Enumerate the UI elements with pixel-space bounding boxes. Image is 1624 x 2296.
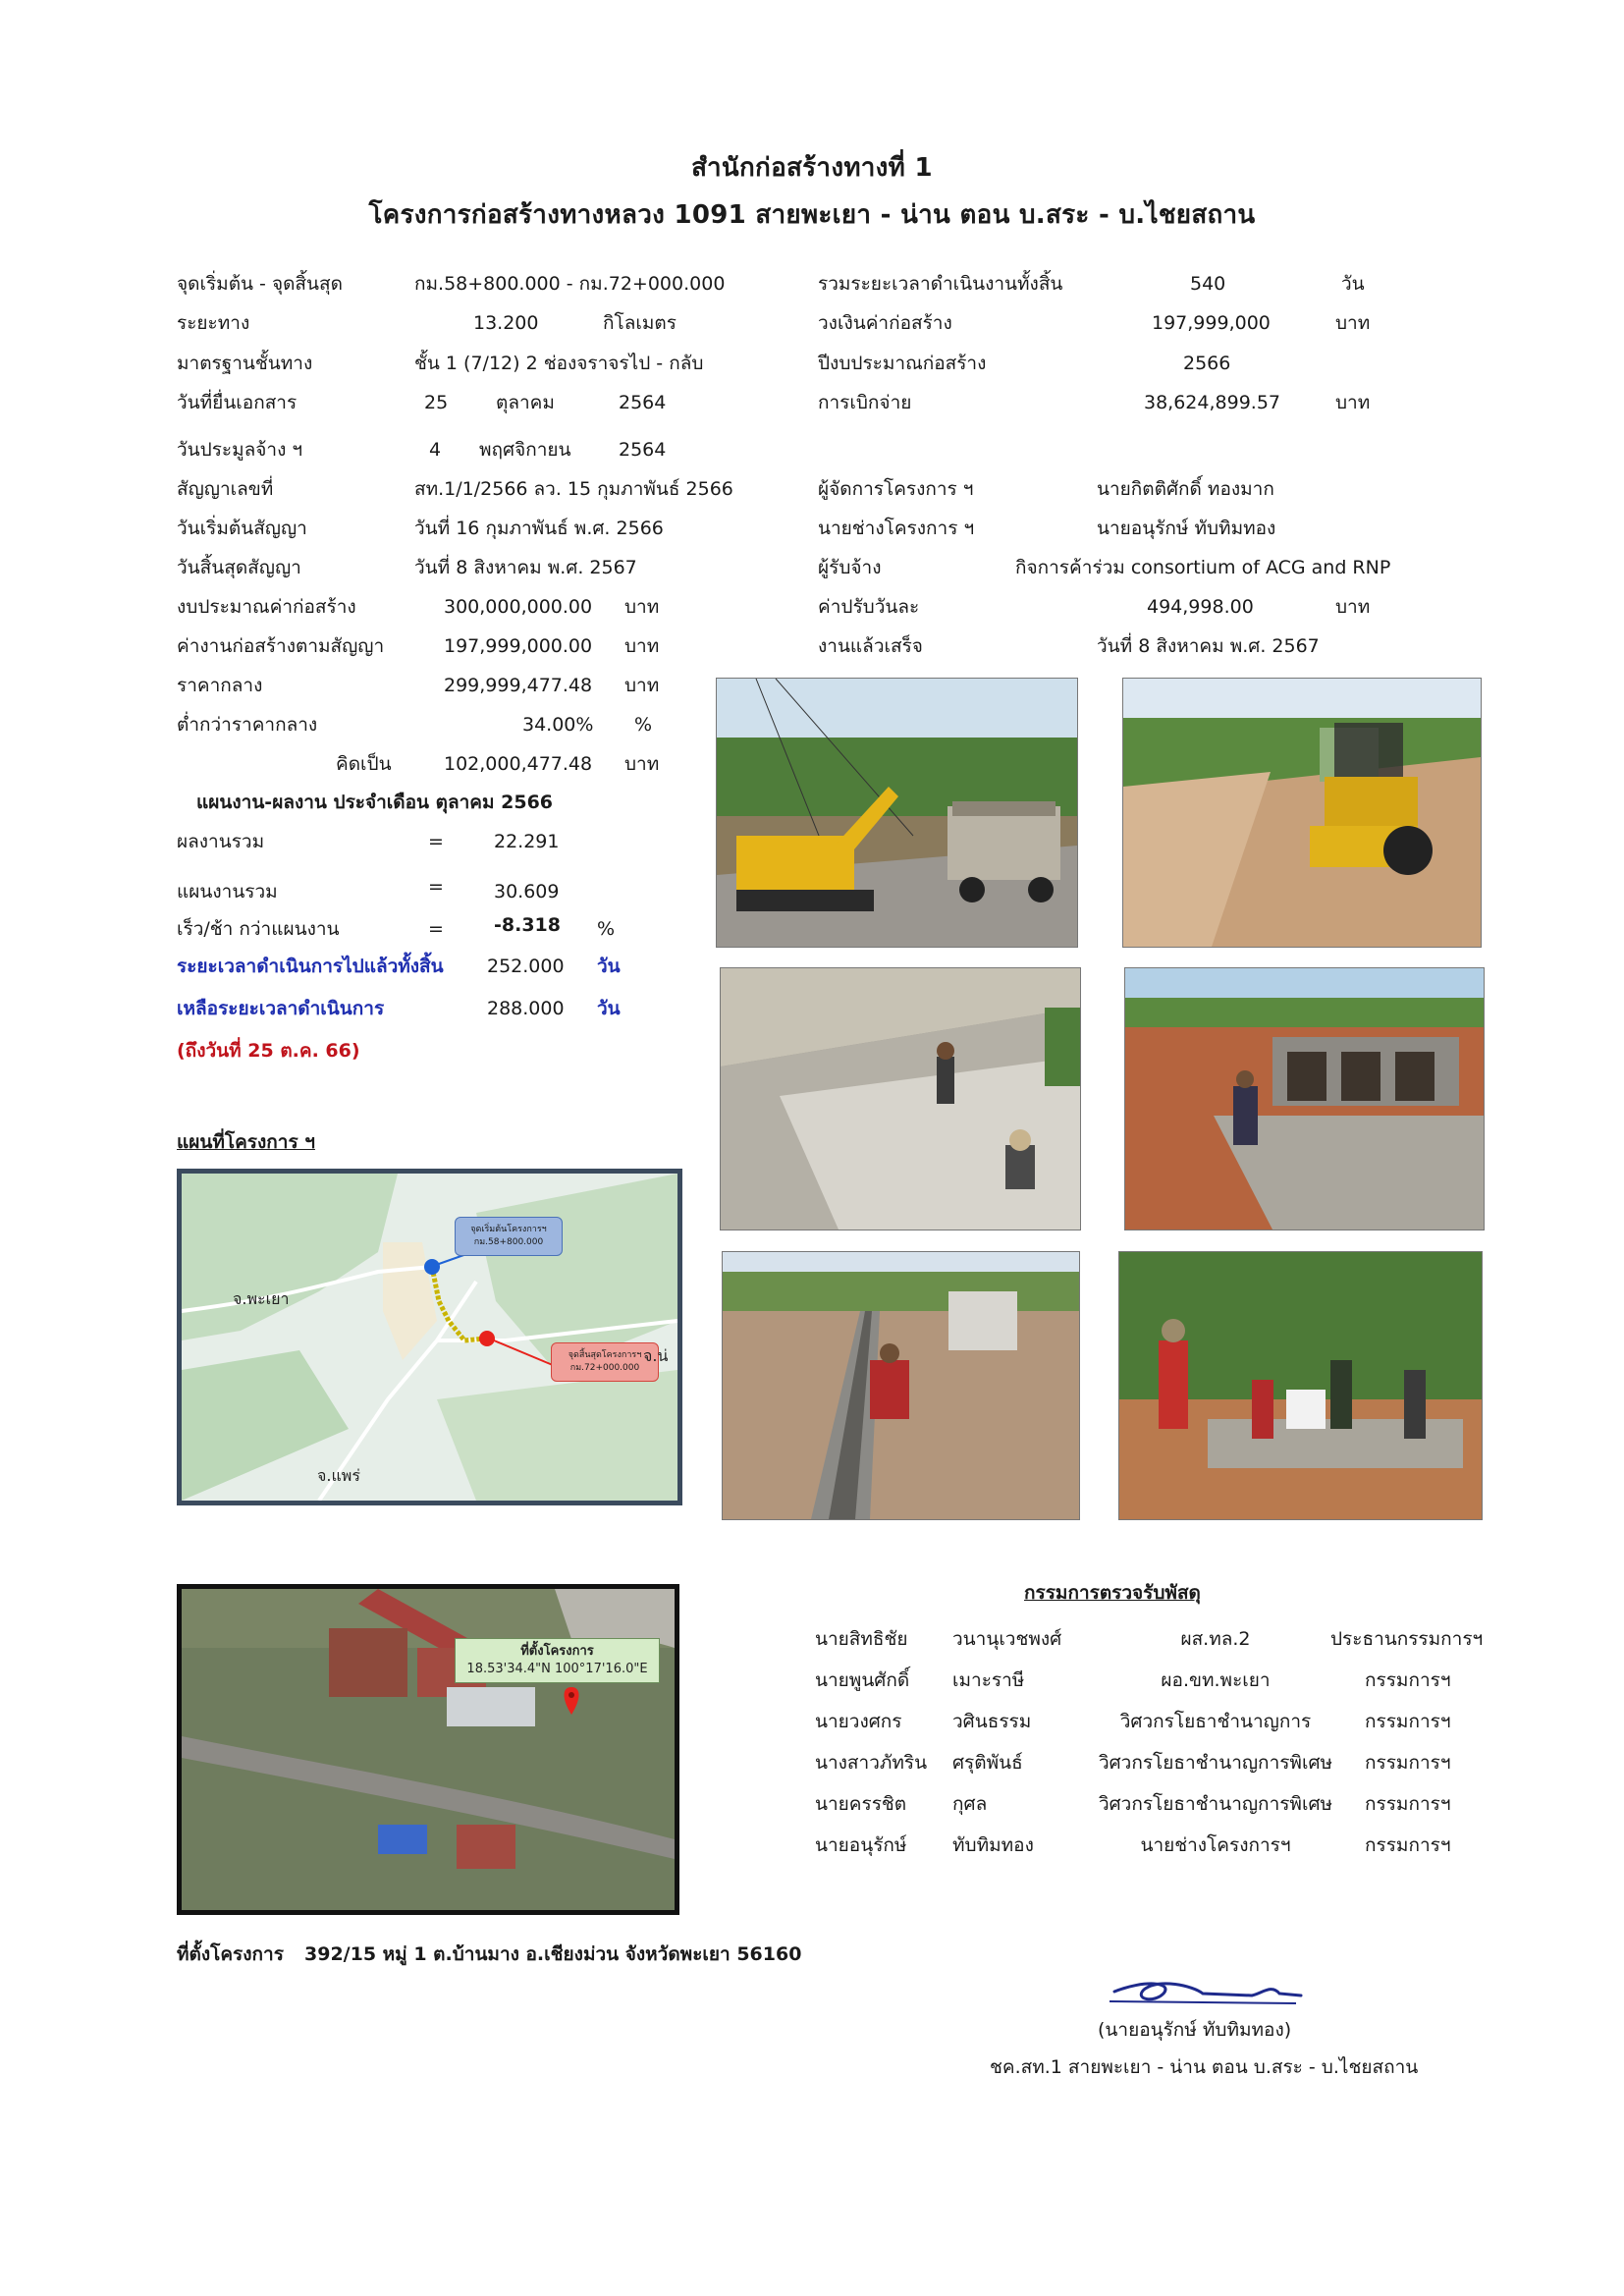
committee-role: กรรมการฯ xyxy=(1365,1711,1451,1732)
site-address: 392/15 หมู่ 1 ต.บ้านมาง อ.เชียงม่วน จังหวัดพะเยา 56160 xyxy=(304,1943,802,1965)
end-point-title: จุดสิ้นสุดโครงการฯ xyxy=(568,1350,642,1360)
label-variance: เร็ว/ช้า กว่าแผนงาน xyxy=(177,918,340,940)
map-label-phayao: จ.พะเยา xyxy=(233,1289,290,1308)
unit-construction-amount: บาท xyxy=(1335,312,1371,334)
label-planned-progress: แผนงานรวม xyxy=(177,881,278,902)
signature-mark xyxy=(1105,1972,1311,2011)
submit-year: 2564 xyxy=(619,392,667,413)
committee-last-name: กุศล xyxy=(952,1793,988,1815)
label-construction-amount: วงเงินค่าก่อสร้าง xyxy=(818,312,952,334)
label-start-end: จุดเริ่มต้น - จุดสิ้นสุด xyxy=(177,273,343,295)
site-coords: 18.53'34.4"N 100°17'16.0"E xyxy=(466,1662,648,1676)
map-label-phrae: จ.แพร่ xyxy=(317,1466,360,1485)
project-map xyxy=(177,1169,682,1505)
committee-first-name: นายครรชิต xyxy=(815,1793,907,1815)
road-roller-photo xyxy=(1122,678,1482,948)
end-point-km: กม.72+000.000 xyxy=(569,1363,640,1373)
unit-budget: บาท xyxy=(624,596,660,618)
auction-year: 2564 xyxy=(619,439,667,461)
label-contract-end: วันสิ้นสุดสัญญา xyxy=(177,557,301,578)
eq-planned-progress: = xyxy=(428,876,444,898)
value-contract-value: 197,999,000.00 xyxy=(444,635,593,657)
unit-remaining: วัน xyxy=(597,998,621,1019)
committee-last-name: ศรุติพันธ์ xyxy=(952,1752,1023,1774)
label-contract-value: ค่างานก่อสร้างตามสัญญา xyxy=(177,635,385,657)
label-below-median: ต่ำกว่าราคากลาง xyxy=(177,714,318,736)
auction-day: 4 xyxy=(429,439,442,461)
value-start-end: กม.58+800.000 - กม.72+000.000 xyxy=(414,273,726,295)
unit-disbursement: บาท xyxy=(1335,392,1371,413)
value-disbursement: 38,624,899.57 xyxy=(1144,392,1281,413)
label-project-engineer: นายช่างโครงการ ฯ xyxy=(818,518,975,539)
label-auction-date: วันประมูลจ้าง ฯ xyxy=(177,439,303,461)
signatory-title: ชค.สท.1 สายพะเยา - น่าน ตอน บ.สระ - บ.ไชยสถาน xyxy=(990,2056,1419,2078)
label-median-price: ราคากลาง xyxy=(177,675,263,696)
committee-last-name: เมาะราษี xyxy=(952,1669,1025,1691)
label-remaining: เหลือระยะเวลาดำเนินการ xyxy=(177,998,385,1019)
committee-position: ผอ.ขท.พะเยา xyxy=(1161,1669,1271,1691)
unit-equivalent: บาท xyxy=(624,753,660,775)
label-actual-progress: ผลงานรวม xyxy=(177,831,265,852)
value-distance: 13.200 xyxy=(473,312,539,334)
site-box-title: ที่ตั้งโครงการ xyxy=(520,1644,594,1659)
unit-daily-fine: บาท xyxy=(1335,596,1371,618)
value-project-engineer: นายอนุรักษ์ ทับทิมทอง xyxy=(1097,518,1276,539)
site-location-label xyxy=(455,1638,660,1683)
committee-position: วิศวกรโยธาชำนาญการพิเศษ xyxy=(1098,1752,1333,1774)
committee-first-name: นายวงศกร xyxy=(815,1711,902,1732)
value-contractor: กิจการค้าร่วม consortium of ACG and RNP xyxy=(1015,557,1391,578)
value-median-price: 299,999,477.48 xyxy=(444,675,593,696)
committee-first-name: นายสิทธิชัย xyxy=(815,1628,908,1650)
label-distance: ระยะทาง xyxy=(177,312,250,334)
committee-role: กรรมการฯ xyxy=(1365,1834,1451,1856)
excavator-truck-photo xyxy=(716,678,1078,948)
concrete-under-bridge-photo xyxy=(720,967,1081,1230)
label-daily-fine: ค่าปรับวันละ xyxy=(818,596,920,618)
eq-actual-progress: = xyxy=(428,831,444,852)
label-completed: งานแล้วเสร็จ xyxy=(818,635,923,657)
value-contract-end: วันที่ 8 สิงหาคม พ.ศ. 2567 xyxy=(414,557,637,578)
label-fiscal-year: ปีงบประมาณก่อสร้าง xyxy=(818,353,987,374)
project-title: โครงการก่อสร้างทางหลวง 1091 สายพะเยา - น่าน ตอน บ.สระ - บ.ไชยสถาน xyxy=(368,200,1256,230)
value-below-median: 34.00% xyxy=(522,714,594,736)
committee-heading: กรรมการตรวจรับพัสดุ xyxy=(1024,1582,1201,1604)
unit-variance: % xyxy=(597,918,616,940)
value-completed: วันที่ 8 สิงหาคม พ.ศ. 2567 xyxy=(1097,635,1320,657)
committee-role: ประธานกรรมการฯ xyxy=(1330,1628,1484,1650)
label-contractor: ผู้รับจ้าง xyxy=(818,557,882,578)
value-total-duration: 540 xyxy=(1190,273,1226,295)
committee-last-name: ทับทิมทอง xyxy=(952,1834,1034,1856)
map-label-nan: จ.น่ xyxy=(643,1346,669,1365)
unit-below-median: % xyxy=(634,714,653,736)
unit-total-duration: วัน xyxy=(1341,273,1365,295)
value-variance: -8.318 xyxy=(494,914,561,936)
committee-role: กรรมการฯ xyxy=(1365,1793,1451,1815)
progress-heading: แผนงาน-ผลงาน ประจำเดือน ตุลาคม 2566 xyxy=(196,792,554,813)
committee-last-name: วศินธรรม xyxy=(952,1711,1032,1732)
map-heading: แผนที่โครงการ ฯ xyxy=(177,1131,315,1153)
value-daily-fine: 494,998.00 xyxy=(1147,596,1254,618)
office-title: สำนักก่อสร้างทางที่ 1 xyxy=(691,153,933,183)
start-marker xyxy=(424,1259,440,1275)
value-project-manager: นายกิตติศักดิ์ ทองมาก xyxy=(1097,478,1274,500)
signatory-name: (นายอนุรักษ์ ทับทิมทอง) xyxy=(1098,2019,1292,2041)
value-budget: 300,000,000.00 xyxy=(444,596,593,618)
unit-distance: กิโลเมตร xyxy=(603,312,677,334)
start-point-title: จุดเริ่มต้นโครงการฯ xyxy=(470,1225,547,1234)
committee-position: วิศวกรโยธาชำนาญการพิเศษ xyxy=(1098,1793,1333,1815)
label-submit-date: วันที่ยื่นเอกสาร xyxy=(177,392,298,413)
auction-month: พฤศจิกายน xyxy=(479,439,571,461)
value-road-standard: ชั้น 1 (7/12) 2 ช่องจราจรไป - กลับ xyxy=(414,353,704,374)
label-project-manager: ผู้จัดการโครงการ ฯ xyxy=(818,478,974,500)
site-address-label: ที่ตั้งโครงการ xyxy=(177,1943,284,1965)
label-contract-no: สัญญาเลขที่ xyxy=(177,478,274,500)
label-equivalent: คิดเป็น xyxy=(336,753,392,775)
label-contract-start: วันเริ่มต้นสัญญา xyxy=(177,518,307,539)
submit-day: 25 xyxy=(424,392,449,413)
value-elapsed: 252.000 xyxy=(487,956,565,977)
drainage-ditch-photo xyxy=(722,1251,1080,1520)
label-elapsed: ระยะเวลาดำเนินการไปแล้วทั้งสิ้น xyxy=(177,956,444,977)
committee-first-name: นางสาวภัทริน xyxy=(815,1752,928,1774)
label-budget: งบประมาณค่าก่อสร้าง xyxy=(177,596,356,618)
committee-position: ผส.ทล.2 xyxy=(1180,1628,1251,1650)
start-point-callout xyxy=(455,1217,563,1256)
committee-first-name: นายพูนศักดิ์ xyxy=(815,1669,910,1691)
unit-contract-value: บาท xyxy=(624,635,660,657)
start-point-km: กม.58+800.000 xyxy=(473,1237,544,1247)
committee-position: นายช่างโครงการฯ xyxy=(1140,1834,1291,1856)
label-total-duration: รวมระยะเวลาดำเนินงานทั้งสิ้น xyxy=(818,273,1063,295)
workers-inspection-photo xyxy=(1118,1251,1483,1520)
unit-elapsed: วัน xyxy=(597,956,621,977)
value-fiscal-year: 2566 xyxy=(1183,353,1231,374)
value-construction-amount: 197,999,000 xyxy=(1152,312,1271,334)
committee-last-name: วนานุเวชพงศ์ xyxy=(952,1628,1062,1650)
label-road-standard: มาตรฐานชั้นทาง xyxy=(177,353,313,374)
label-disbursement: การเบิกจ่าย xyxy=(818,392,912,413)
committee-role: กรรมการฯ xyxy=(1365,1669,1451,1691)
committee-first-name: นายอนุรักษ์ xyxy=(815,1834,907,1856)
value-contract-no: สท.1/1/2566 ลว. 15 กุมภาพันธ์ 2566 xyxy=(414,478,733,500)
site-satellite-image xyxy=(177,1584,679,1915)
submit-month: ตุลาคม xyxy=(496,392,555,413)
unit-median-price: บาท xyxy=(624,675,660,696)
value-equivalent: 102,000,477.48 xyxy=(444,753,593,775)
committee-role: กรรมการฯ xyxy=(1365,1752,1451,1774)
value-remaining: 288.000 xyxy=(487,998,565,1019)
end-marker xyxy=(479,1331,495,1346)
value-actual-progress: 22.291 xyxy=(494,831,560,852)
value-planned-progress: 30.609 xyxy=(494,881,560,902)
committee-position: วิศวกรโยธาชำนาญการ xyxy=(1119,1711,1312,1732)
box-culvert-photo xyxy=(1124,967,1485,1230)
value-contract-start: วันที่ 16 กุมภาพันธ์ พ.ศ. 2566 xyxy=(414,518,664,539)
eq-variance: = xyxy=(428,918,444,940)
as-of-date: (ถึงวันที่ 25 ต.ค. 66) xyxy=(177,1040,360,1062)
